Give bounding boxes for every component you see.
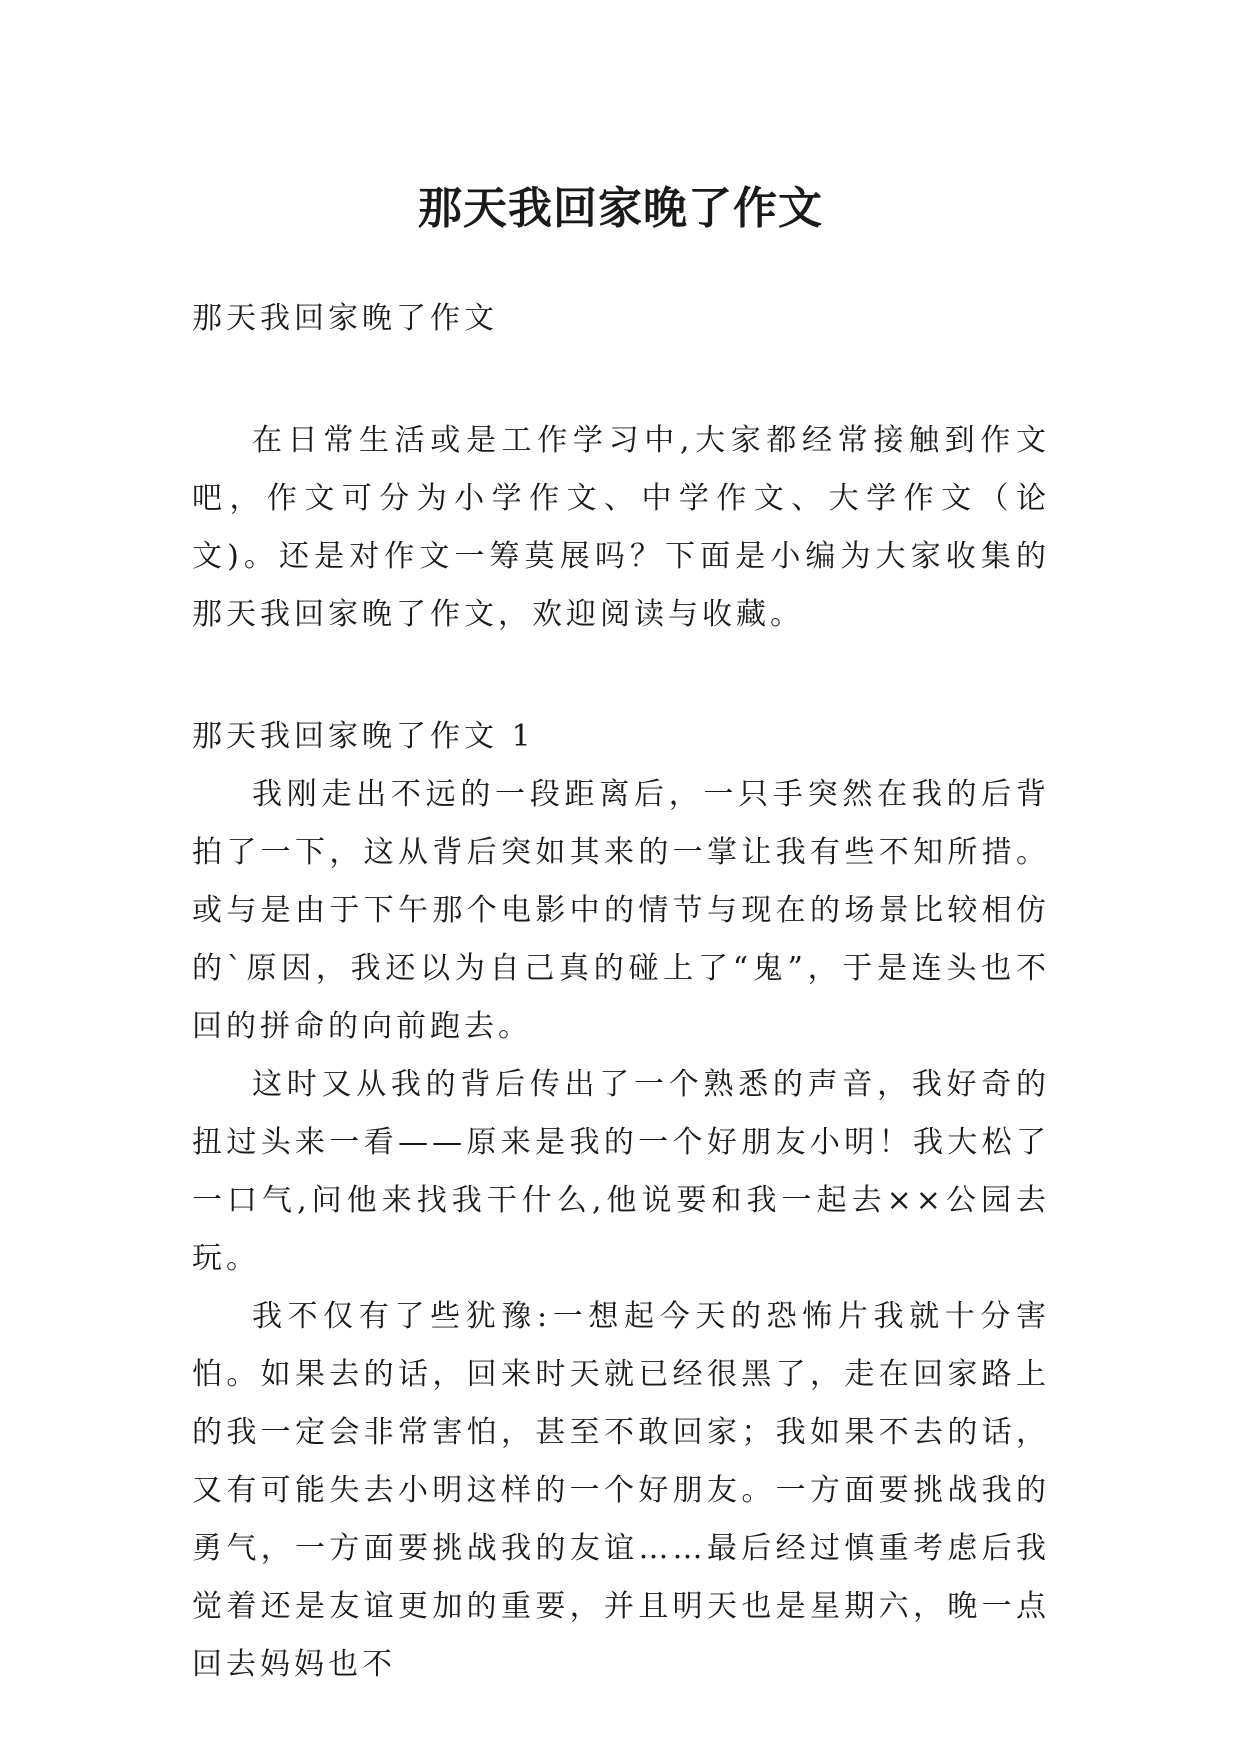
body-paragraph: 我不仅有了些犹豫:一想起今天的恐怖片我就十分害怕。如果去的话，回来时天就已经很黑了，走在回家路上的我一定会非常害怕，甚至不敢回家；我如果不去的话，又有可能失去小明这样的一个好朋友。一方面要挑战我的勇气，一方面要挑战我的友谊……最后经过慎重考虑后我觉着还是友谊更加的重要，并且明天也是星期六，晚一点回去妈妈也不 [192, 1299, 1050, 1682]
document-title: 那天我回家晚了作文 [418, 183, 823, 235]
document-body [192, 290, 1050, 1694]
document-subtitle: 那天我回家晚了作文 [192, 301, 498, 336]
section-heading: 那天我回家晚了作文 1 [192, 719, 535, 754]
body-paragraph: 这时又从我的背后传出了一个熟悉的声音，我好奇的扭过头来一看——原来是我的一个好朋友小明！我大松了一口气,问他来找我干什么,他说要和我一起去××公园去玩。 [192, 1067, 1050, 1276]
body-paragraph: 我刚走出不远的一段距离后，一只手突然在我的后背拍了一下，这从背后突如其来的一掌让我有些不知所措。或与是由于下午那个电影中的情节与现在的场景比较相仿的`原因，我还以为自己真的碰上了“鬼”，于是连头也不回的拼命的向前跑去。 [192, 777, 1050, 1044]
intro-paragraph: 在日常生活或是工作学习中,大家都经常接触到作文吧，作文可分为小学作文、中学作文、大学作文（论文)。还是对作文一筹莫展吗？下面是小编为大家收集的那天我回家晚了作文，欢迎阅读与收藏。 [192, 423, 1050, 632]
